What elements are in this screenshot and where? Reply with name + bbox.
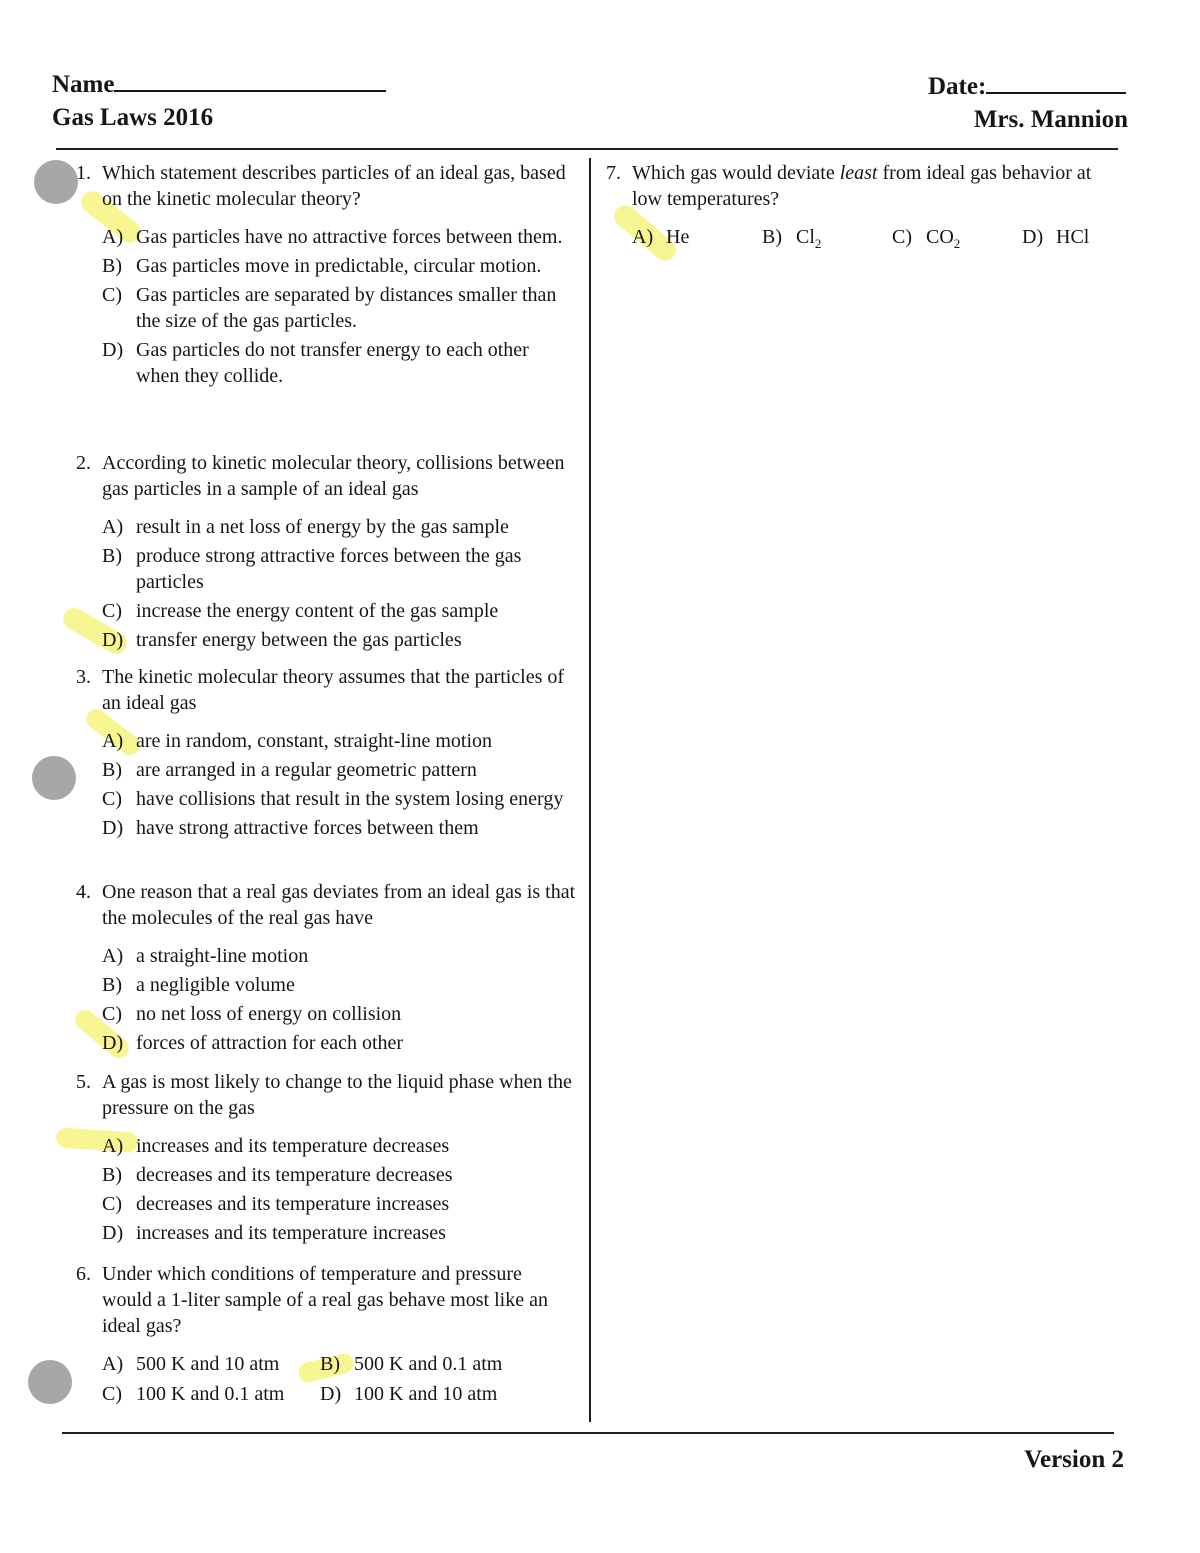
- question-text: According to kinetic molecular theory, collisions between gas particles in a sample of an ideal gas: [102, 452, 565, 500]
- choice-d[interactable]: D) transfer energy between the gas particles: [102, 629, 462, 651]
- question-7: [606, 160, 1106, 261]
- question-number: 6.: [76, 1263, 91, 1285]
- choice-d[interactable]: D) HCl: [1022, 226, 1090, 248]
- choice-c[interactable]: C) $CO_2$: [892, 226, 961, 251]
- question-3: [76, 664, 576, 844]
- hole-punch: [34, 160, 78, 204]
- choice-d[interactable]: D) Gas particles do not transfer energy to each other when they collide.: [102, 339, 529, 387]
- name-blank[interactable]: [114, 70, 386, 92]
- date-label: Date:: [928, 73, 987, 100]
- choice-a[interactable]: A) increases and its temperature decreases: [102, 1135, 450, 1157]
- hole-punch: [28, 1360, 72, 1404]
- choice-d[interactable]: D) 100 K and 10 atm: [320, 1383, 498, 1405]
- question-number: 7.: [606, 162, 621, 184]
- choice-d[interactable]: D) have strong attractive forces between them: [102, 817, 479, 839]
- choice-a[interactable]: A) 500 K and 10 atm: [102, 1353, 280, 1375]
- choice-c[interactable]: C) no net loss of energy on collision: [102, 1003, 402, 1025]
- question-number: 3.: [76, 666, 91, 688]
- choice-a[interactable]: A) are in random, constant, straight-line motion: [102, 730, 493, 752]
- choice-d[interactable]: D) forces of attraction for each other: [102, 1032, 404, 1054]
- question-text: One reason that a real gas deviates from an ideal gas is that the molecules of the real gas have: [102, 881, 576, 929]
- hole-punch: [32, 756, 76, 800]
- choice-d[interactable]: D) increases and its temperature increases: [102, 1222, 446, 1244]
- choice-a[interactable]: A) result in a net loss of energy by the gas sample: [102, 516, 509, 538]
- choice-b[interactable]: B) decreases and its temperature decreases: [102, 1164, 453, 1186]
- choice-a[interactable]: A) a straight-line motion: [102, 945, 309, 967]
- version-label: Version 2: [1024, 1446, 1124, 1473]
- date-field: [928, 72, 1126, 101]
- header-rule: [56, 148, 1118, 150]
- choice-c[interactable]: C) decreases and its temperature increases: [102, 1193, 450, 1215]
- footer-rule: [62, 1432, 1114, 1434]
- question-6: [76, 1261, 576, 1411]
- worksheet-title: Gas Laws 2016: [52, 104, 214, 131]
- column-divider: [589, 158, 591, 1422]
- choice-b[interactable]: B) Gas particles move in predictable, circular motion.: [102, 255, 542, 277]
- choice-c[interactable]: C) have collisions that result in the system losing energy: [102, 788, 564, 810]
- question-5: [76, 1069, 576, 1249]
- choice-b[interactable]: B) 500 K and 0.1 atm: [320, 1353, 503, 1375]
- question-text: Under which conditions of temperature and pressure would a 1-liter sample of a real gas behave most like an ideal gas?: [102, 1263, 548, 1337]
- choice-a[interactable]: A) He: [632, 226, 690, 248]
- question-4: [76, 879, 576, 1059]
- choice-a[interactable]: A) Gas particles have no attractive forces between them.: [102, 226, 563, 248]
- choice-b[interactable]: B) $Cl_2$: [762, 226, 822, 251]
- question-2: [76, 450, 576, 656]
- question-text: A gas is most likely to change to the liquid phase when the pressure on the gas: [102, 1071, 572, 1119]
- name-field: [52, 70, 386, 99]
- name-label: Name: [52, 71, 115, 98]
- choice-c[interactable]: C) 100 K and 0.1 atm: [102, 1383, 285, 1405]
- question-number: 4.: [76, 881, 91, 903]
- question-number: 5.: [76, 1071, 91, 1093]
- question-text: Which statement describes particles of an ideal gas, based on the kinetic molecular theory?: [102, 162, 566, 210]
- teacher-name: Mrs. Mannion: [973, 106, 1128, 133]
- question-text: The kinetic molecular theory assumes that the particles of an ideal gas: [102, 666, 565, 714]
- question-number: 1.: [76, 162, 91, 184]
- choice-c[interactable]: C) increase the energy content of the gas sample: [102, 600, 499, 622]
- choice-c[interactable]: C) Gas particles are separated by distances smaller than the size of the gas particles.: [102, 284, 557, 332]
- question-text: Which gas would deviate least from ideal gas behavior at low temperatures?: [632, 162, 1092, 210]
- question-1: [76, 160, 576, 392]
- choice-b[interactable]: B) are arranged in a regular geometric pattern: [102, 759, 477, 781]
- choice-b[interactable]: B) produce strong attractive forces between the gas particles: [102, 545, 522, 593]
- date-blank[interactable]: [986, 72, 1126, 94]
- question-number: 2.: [76, 452, 91, 474]
- choice-b[interactable]: B) a negligible volume: [102, 974, 295, 996]
